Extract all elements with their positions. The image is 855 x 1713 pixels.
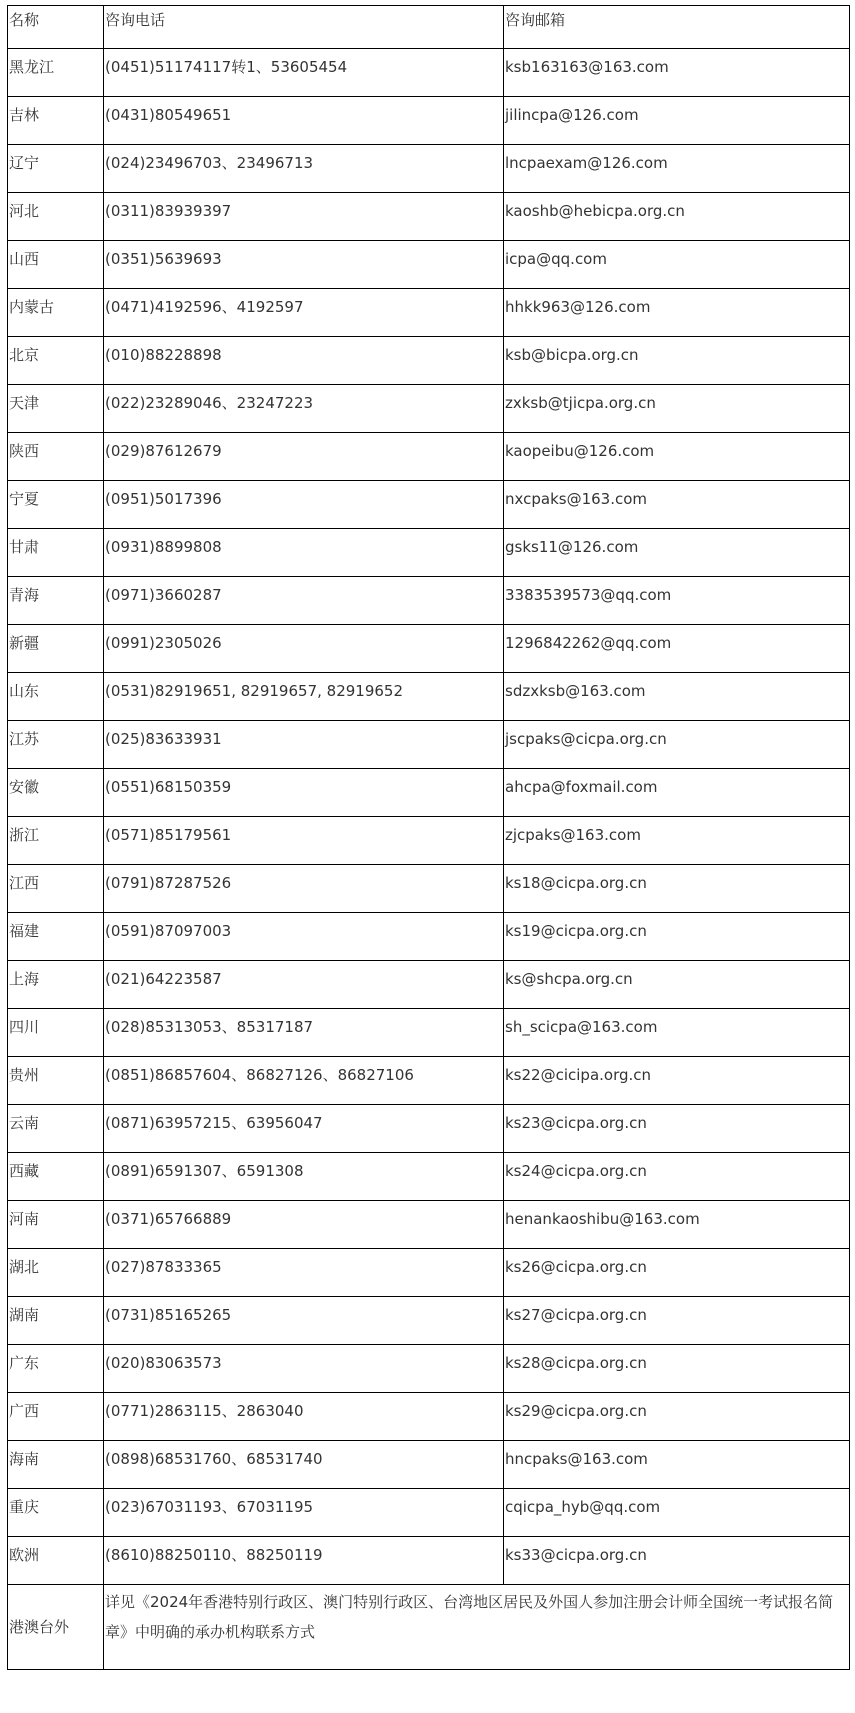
region-name-cell: 云南: [8, 1105, 104, 1153]
email-cell: zxksb@tjicpa.org.cn: [504, 385, 850, 433]
phone-cell: (021)64223587: [104, 961, 504, 1009]
table-row: [8, 1009, 850, 1057]
email-cell: ks33@cicpa.org.cn: [504, 1537, 850, 1585]
email-cell: ks28@cicpa.org.cn: [504, 1345, 850, 1393]
email-cell: kaoshb@hebicpa.org.cn: [504, 193, 850, 241]
phone-cell: (0771)2863115、2863040: [104, 1393, 504, 1441]
region-name-cell: 黑龙江: [8, 49, 104, 97]
region-name-cell: 四川: [8, 1009, 104, 1057]
table-row: [8, 1393, 850, 1441]
email-cell: ks24@cicpa.org.cn: [504, 1153, 850, 1201]
email-cell: ahcpa@foxmail.com: [504, 769, 850, 817]
table-row: [8, 721, 850, 769]
email-cell: ksb@bicpa.org.cn: [504, 337, 850, 385]
table-row: [8, 49, 850, 97]
header-phone: 咨询电话: [104, 6, 504, 49]
phone-cell: (0551)68150359: [104, 769, 504, 817]
table-row: [8, 97, 850, 145]
region-name-cell: 山西: [8, 241, 104, 289]
contact-table: [7, 5, 850, 1670]
email-cell: ks@shcpa.org.cn: [504, 961, 850, 1009]
region-name-cell: 海南: [8, 1441, 104, 1489]
email-cell: 3383539573@qq.com: [504, 577, 850, 625]
email-cell: zjcpaks@163.com: [504, 817, 850, 865]
email-cell: jilincpa@126.com: [504, 97, 850, 145]
phone-cell: (025)83633931: [104, 721, 504, 769]
phone-cell: (0971)3660287: [104, 577, 504, 625]
table-row: [8, 625, 850, 673]
phone-cell: (027)87833365: [104, 1249, 504, 1297]
email-cell: sh_scicpa@163.com: [504, 1009, 850, 1057]
phone-cell: (0431)80549651: [104, 97, 504, 145]
phone-cell: (0571)85179561: [104, 817, 504, 865]
email-cell: gsks11@126.com: [504, 529, 850, 577]
phone-cell: (029)87612679: [104, 433, 504, 481]
region-name-cell: 西藏: [8, 1153, 104, 1201]
phone-cell: (0731)85165265: [104, 1297, 504, 1345]
email-cell: ks29@cicpa.org.cn: [504, 1393, 850, 1441]
footer-note: 详见《2024年香港特别行政区、澳门特别行政区、台湾地区居民及外国人参加注册会计师全国统一考试报名简章》中明确的承办机构联系方式: [104, 1585, 850, 1670]
phone-cell: (0851)86857604、86827126、86827106: [104, 1057, 504, 1105]
phone-cell: (0311)83939397: [104, 193, 504, 241]
phone-cell: (0371)65766889: [104, 1201, 504, 1249]
email-cell: jscpaks@cicpa.org.cn: [504, 721, 850, 769]
region-name-cell: 辽宁: [8, 145, 104, 193]
email-cell: kaopeibu@126.com: [504, 433, 850, 481]
region-name-cell: 北京: [8, 337, 104, 385]
region-name-cell: 广西: [8, 1393, 104, 1441]
table-row: [8, 817, 850, 865]
email-cell: ks26@cicpa.org.cn: [504, 1249, 850, 1297]
phone-cell: (022)23289046、23247223: [104, 385, 504, 433]
phone-cell: (0471)4192596、4192597: [104, 289, 504, 337]
table-row: [8, 673, 850, 721]
email-cell: henankaoshibu@163.com: [504, 1201, 850, 1249]
region-name-cell: 青海: [8, 577, 104, 625]
email-cell: ks27@cicpa.org.cn: [504, 1297, 850, 1345]
region-name-cell: 港澳台外: [8, 1585, 104, 1670]
table-row: [8, 913, 850, 961]
region-name-cell: 贵州: [8, 1057, 104, 1105]
header-email: 咨询邮箱: [504, 6, 850, 49]
table-row: [8, 577, 850, 625]
table-row: [8, 241, 850, 289]
table-row: [8, 1105, 850, 1153]
email-cell: ks23@cicpa.org.cn: [504, 1105, 850, 1153]
table-row: [8, 961, 850, 1009]
table-row: [8, 145, 850, 193]
table-row: [8, 1057, 850, 1105]
table-row: [8, 433, 850, 481]
region-name-cell: 江苏: [8, 721, 104, 769]
email-cell: ks22@cicipa.org.cn: [504, 1057, 850, 1105]
phone-cell: (8610)88250110、88250119: [104, 1537, 504, 1585]
table-row: [8, 1249, 850, 1297]
table-row: [8, 289, 850, 337]
region-name-cell: 福建: [8, 913, 104, 961]
table-row: [8, 1441, 850, 1489]
email-cell: icpa@qq.com: [504, 241, 850, 289]
table-header-row: [8, 6, 850, 49]
table-row: [8, 1201, 850, 1249]
phone-cell: (0951)5017396: [104, 481, 504, 529]
email-cell: ks18@cicpa.org.cn: [504, 865, 850, 913]
email-cell: nxcpaks@163.com: [504, 481, 850, 529]
phone-cell: (010)88228898: [104, 337, 504, 385]
table-row: [8, 1345, 850, 1393]
phone-cell: (0591)87097003: [104, 913, 504, 961]
table-row: [8, 1489, 850, 1537]
table-row: [8, 529, 850, 577]
email-cell: sdzxksb@163.com: [504, 673, 850, 721]
table-row: [8, 337, 850, 385]
table-row: [8, 481, 850, 529]
phone-cell: (0791)87287526: [104, 865, 504, 913]
region-name-cell: 河北: [8, 193, 104, 241]
phone-cell: (0871)63957215、63956047: [104, 1105, 504, 1153]
region-name-cell: 甘肃: [8, 529, 104, 577]
email-cell: hncpaks@163.com: [504, 1441, 850, 1489]
phone-cell: (0891)6591307、6591308: [104, 1153, 504, 1201]
table-row: [8, 385, 850, 433]
region-name-cell: 湖南: [8, 1297, 104, 1345]
region-name-cell: 上海: [8, 961, 104, 1009]
region-name-cell: 安徽: [8, 769, 104, 817]
region-name-cell: 吉林: [8, 97, 104, 145]
phone-cell: (024)23496703、23496713: [104, 145, 504, 193]
phone-cell: (0531)82919651, 82919657, 82919652: [104, 673, 504, 721]
region-name-cell: 广东: [8, 1345, 104, 1393]
region-name-cell: 重庆: [8, 1489, 104, 1537]
email-cell: ks19@cicpa.org.cn: [504, 913, 850, 961]
table-row: [8, 865, 850, 913]
email-cell: ksb163163@163.com: [504, 49, 850, 97]
email-cell: hhkk963@126.com: [504, 289, 850, 337]
phone-cell: (0991)2305026: [104, 625, 504, 673]
phone-cell: (028)85313053、85317187: [104, 1009, 504, 1057]
region-name-cell: 内蒙古: [8, 289, 104, 337]
phone-cell: (0351)5639693: [104, 241, 504, 289]
phone-cell: (020)83063573: [104, 1345, 504, 1393]
phone-cell: (0898)68531760、68531740: [104, 1441, 504, 1489]
table-row: [8, 1153, 850, 1201]
phone-cell: (023)67031193、67031195: [104, 1489, 504, 1537]
table-footer-row: [8, 1585, 850, 1670]
region-name-cell: 山东: [8, 673, 104, 721]
table-row: [8, 1297, 850, 1345]
region-name-cell: 新疆: [8, 625, 104, 673]
region-name-cell: 天津: [8, 385, 104, 433]
region-name-cell: 浙江: [8, 817, 104, 865]
table-row: [8, 193, 850, 241]
region-name-cell: 湖北: [8, 1249, 104, 1297]
region-name-cell: 陕西: [8, 433, 104, 481]
header-name: 名称: [8, 6, 104, 49]
table-row: [8, 1537, 850, 1585]
email-cell: cqicpa_hyb@qq.com: [504, 1489, 850, 1537]
email-cell: 1296842262@qq.com: [504, 625, 850, 673]
phone-cell: (0931)8899808: [104, 529, 504, 577]
region-name-cell: 河南: [8, 1201, 104, 1249]
region-name-cell: 宁夏: [8, 481, 104, 529]
region-name-cell: 江西: [8, 865, 104, 913]
email-cell: lncpaexam@126.com: [504, 145, 850, 193]
phone-cell: (0451)51174117转1、53605454: [104, 49, 504, 97]
table-row: [8, 769, 850, 817]
region-name-cell: 欧洲: [8, 1537, 104, 1585]
